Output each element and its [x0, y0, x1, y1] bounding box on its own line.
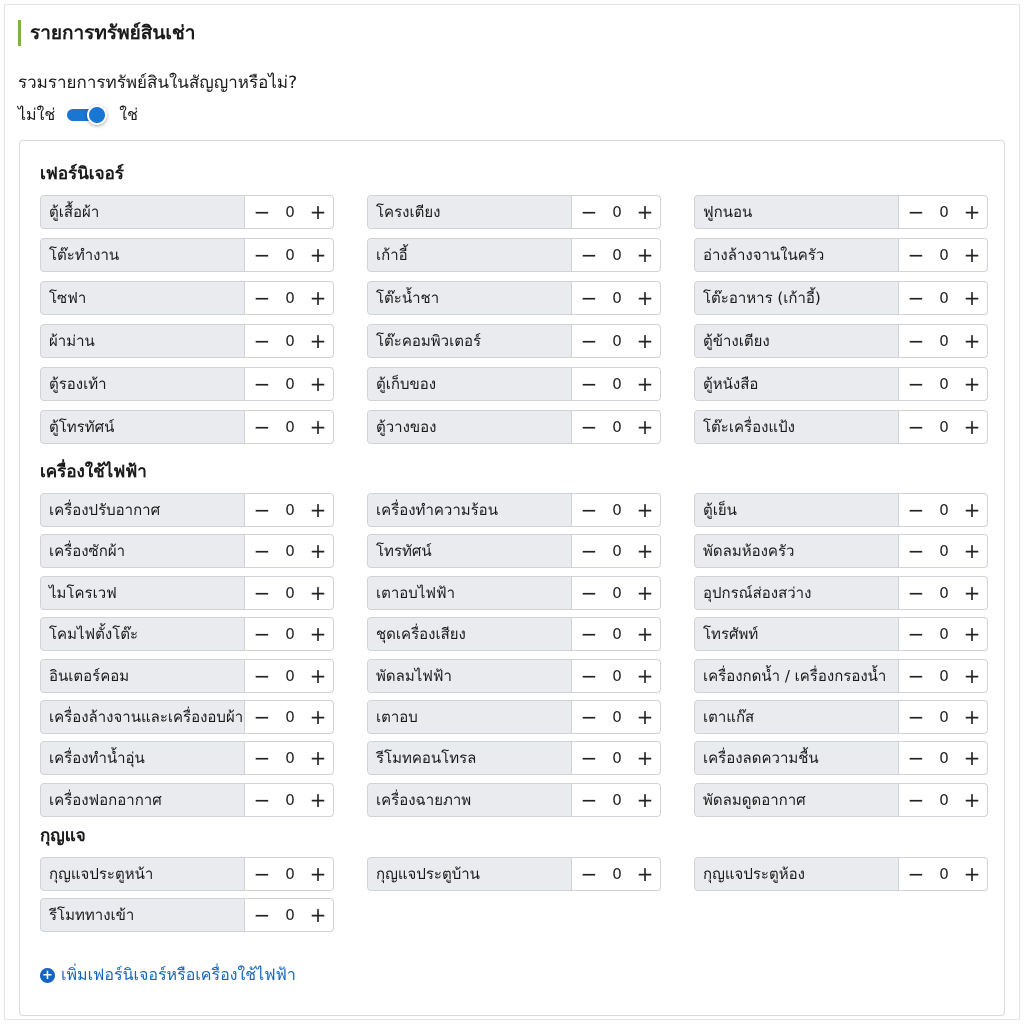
decrement-button[interactable]: − — [253, 329, 271, 353]
asset-item — [40, 659, 334, 693]
decrement-button[interactable]: − — [907, 200, 925, 224]
asset-item — [694, 238, 988, 272]
plus-circle-icon: + — [40, 968, 55, 983]
decrement-button[interactable]: − — [907, 372, 925, 396]
include-assets-toggle-row — [18, 103, 138, 127]
asset-item-label: รีโมททางเข้า — [41, 899, 245, 931]
asset-item — [40, 195, 334, 229]
decrement-button[interactable]: − — [580, 243, 598, 267]
quantity-value[interactable]: 0 — [612, 708, 622, 726]
asset-item — [40, 493, 334, 527]
asset-item-label: เครื่องซักผ้า — [41, 535, 245, 567]
quantity-value[interactable]: 0 — [939, 375, 949, 393]
quantity-value[interactable]: 0 — [939, 667, 949, 685]
asset-item-label: ตู้เย็น — [695, 494, 899, 526]
decrement-button[interactable]: − — [580, 329, 598, 353]
asset-item-label: ตู้เก็บของ — [368, 368, 572, 400]
increment-button[interactable]: + — [309, 329, 327, 353]
quantity-stepper — [899, 535, 987, 567]
quantity-stepper — [245, 784, 333, 816]
quantity-stepper — [572, 535, 660, 567]
increment-button[interactable]: + — [309, 581, 327, 605]
decrement-button[interactable]: − — [907, 539, 925, 563]
increment-button[interactable]: + — [636, 372, 654, 396]
quantity-stepper — [899, 494, 987, 526]
quantity-value[interactable]: 0 — [612, 542, 622, 560]
add-item-label: เพิ่มเฟอร์นิเจอร์หรือเครื่องใช้ไฟฟ้า — [61, 965, 296, 984]
asset-item-label: โต๊ะทำงาน — [41, 239, 245, 271]
asset-item — [367, 576, 661, 610]
asset-item — [367, 783, 661, 817]
increment-button[interactable]: + — [963, 862, 981, 886]
increment-button[interactable]: + — [963, 539, 981, 563]
increment-button[interactable]: + — [636, 200, 654, 224]
quantity-value[interactable]: 0 — [285, 501, 295, 519]
add-item-link[interactable] — [40, 963, 296, 988]
asset-item — [694, 617, 988, 651]
quantity-stepper — [245, 368, 333, 400]
quantity-value[interactable]: 0 — [285, 246, 295, 264]
quantity-stepper — [899, 325, 987, 357]
decrement-button[interactable]: − — [580, 415, 598, 439]
increment-button[interactable]: + — [636, 705, 654, 729]
decrement-button[interactable]: − — [253, 372, 271, 396]
increment-button[interactable]: + — [963, 286, 981, 310]
quantity-value[interactable]: 0 — [612, 625, 622, 643]
quantity-stepper — [245, 325, 333, 357]
page-title: รายการทรัพย์สินเช่า — [18, 20, 195, 46]
asset-item-label: ตู้รองเท้า — [41, 368, 245, 400]
asset-item — [40, 700, 334, 734]
decrement-button[interactable]: − — [253, 498, 271, 522]
asset-item — [40, 281, 334, 315]
asset-item-label: กุญแจประตูหน้า — [41, 858, 245, 890]
asset-item-label: เตาอบ — [368, 701, 572, 733]
quantity-stepper — [572, 411, 660, 443]
increment-button[interactable]: + — [963, 243, 981, 267]
quantity-stepper — [899, 858, 987, 890]
quantity-value[interactable]: 0 — [612, 418, 622, 436]
asset-item — [694, 324, 988, 358]
increment-button[interactable]: + — [309, 788, 327, 812]
asset-item-label: โต๊ะอาหาร (เก้าอี้) — [695, 282, 899, 314]
assets-panel — [19, 140, 1005, 1016]
quantity-value[interactable]: 0 — [612, 289, 622, 307]
quantity-value[interactable]: 0 — [612, 865, 622, 883]
asset-item — [367, 700, 661, 734]
quantity-value[interactable]: 0 — [612, 791, 622, 809]
quantity-value[interactable]: 0 — [285, 906, 295, 924]
quantity-value[interactable]: 0 — [939, 246, 949, 264]
quantity-value[interactable]: 0 — [612, 501, 622, 519]
decrement-button[interactable]: − — [907, 746, 925, 770]
quantity-stepper — [899, 660, 987, 692]
decrement-button[interactable]: − — [907, 862, 925, 886]
decrement-button[interactable]: − — [907, 415, 925, 439]
increment-button[interactable]: + — [309, 498, 327, 522]
asset-item — [40, 534, 334, 568]
asset-item-label: รีโมทคอนโทรล — [368, 742, 572, 774]
section-title-appliances: เครื่องใช้ไฟฟ้า — [40, 462, 147, 482]
asset-item-label: เครื่องฟอกอากาศ — [41, 784, 245, 816]
toggle-knob — [87, 105, 107, 125]
decrement-button[interactable]: − — [580, 581, 598, 605]
decrement-button[interactable]: − — [907, 788, 925, 812]
asset-item-label: พัดลมห้องครัว — [695, 535, 899, 567]
increment-button[interactable]: + — [636, 286, 654, 310]
increment-button[interactable]: + — [309, 415, 327, 439]
asset-item — [367, 367, 661, 401]
asset-item-label: เครื่องล้างจานและเครื่องอบผ้า — [41, 701, 245, 733]
asset-item-label: โทรศัพท์ — [695, 618, 899, 650]
asset-item-label: โซฟา — [41, 282, 245, 314]
quantity-value[interactable]: 0 — [939, 791, 949, 809]
quantity-value[interactable]: 0 — [939, 501, 949, 519]
asset-item-label: พัดลมดูดอากาศ — [695, 784, 899, 816]
asset-item-label: เครื่องปรับอากาศ — [41, 494, 245, 526]
asset-item-label: ตู้หนังสือ — [695, 368, 899, 400]
asset-item-label: กุญแจประตูบ้าน — [368, 858, 572, 890]
quantity-value[interactable]: 0 — [285, 332, 295, 350]
decrement-button[interactable]: − — [253, 286, 271, 310]
quantity-stepper — [572, 368, 660, 400]
increment-button[interactable]: + — [309, 243, 327, 267]
asset-item — [367, 534, 661, 568]
decrement-button[interactable]: − — [907, 622, 925, 646]
asset-item-label: ตู้วางของ — [368, 411, 572, 443]
decrement-button[interactable]: − — [253, 862, 271, 886]
quantity-stepper — [899, 618, 987, 650]
quantity-value[interactable]: 0 — [285, 289, 295, 307]
asset-item-label: ไมโครเวฟ — [41, 577, 245, 609]
increment-button[interactable]: + — [636, 664, 654, 688]
asset-item — [40, 783, 334, 817]
decrement-button[interactable]: − — [580, 862, 598, 886]
increment-button[interactable]: + — [636, 415, 654, 439]
increment-button[interactable]: + — [963, 581, 981, 605]
asset-item — [367, 238, 661, 272]
decrement-button[interactable]: − — [253, 705, 271, 729]
quantity-value[interactable]: 0 — [285, 418, 295, 436]
quantity-stepper — [245, 858, 333, 890]
asset-item-label: โครงเตียง — [368, 196, 572, 228]
asset-item-label: กุญแจประตูห้อง — [695, 858, 899, 890]
asset-item-label: โต๊ะคอมพิวเตอร์ — [368, 325, 572, 357]
asset-item — [367, 617, 661, 651]
asset-item-label: เครื่องฉายภาพ — [368, 784, 572, 816]
increment-button[interactable]: + — [963, 200, 981, 224]
quantity-stepper — [245, 535, 333, 567]
asset-item — [40, 576, 334, 610]
asset-item — [694, 195, 988, 229]
quantity-value[interactable]: 0 — [285, 625, 295, 643]
quantity-stepper — [245, 742, 333, 774]
toggle-on-label: ใช่ — [119, 104, 138, 124]
decrement-button[interactable]: − — [253, 903, 271, 927]
asset-item — [694, 741, 988, 775]
increment-button[interactable]: + — [309, 664, 327, 688]
quantity-stepper — [245, 239, 333, 271]
asset-item-label: เก้าอี้ — [368, 239, 572, 271]
decrement-button[interactable]: − — [580, 539, 598, 563]
asset-item — [367, 659, 661, 693]
asset-item-label: เตาแก๊ส — [695, 701, 899, 733]
asset-item — [40, 857, 334, 891]
asset-item — [367, 493, 661, 527]
quantity-stepper — [572, 239, 660, 271]
decrement-button[interactable]: − — [253, 788, 271, 812]
decrement-button[interactable]: − — [253, 243, 271, 267]
quantity-stepper — [572, 660, 660, 692]
quantity-value[interactable]: 0 — [285, 203, 295, 221]
increment-button[interactable]: + — [963, 788, 981, 812]
asset-item — [40, 238, 334, 272]
decrement-button[interactable]: − — [580, 664, 598, 688]
decrement-button[interactable]: − — [907, 498, 925, 522]
increment-button[interactable]: + — [309, 286, 327, 310]
asset-item — [367, 195, 661, 229]
increment-button[interactable]: + — [309, 539, 327, 563]
decrement-button[interactable]: − — [253, 539, 271, 563]
asset-item-label: อินเตอร์คอม — [41, 660, 245, 692]
asset-item-label: เครื่องทำความร้อน — [368, 494, 572, 526]
asset-item — [40, 410, 334, 444]
decrement-button[interactable]: − — [580, 788, 598, 812]
decrement-button[interactable]: − — [253, 581, 271, 605]
asset-item-label: เครื่องทำน้ำอุ่น — [41, 742, 245, 774]
increment-button[interactable]: + — [963, 372, 981, 396]
decrement-button[interactable]: − — [907, 581, 925, 605]
quantity-stepper — [899, 196, 987, 228]
increment-button[interactable]: + — [309, 705, 327, 729]
increment-button[interactable]: + — [636, 581, 654, 605]
asset-item — [40, 741, 334, 775]
quantity-stepper — [899, 282, 987, 314]
asset-item — [367, 857, 661, 891]
toggle-off-label: ไม่ใช่ — [18, 104, 56, 124]
increment-button[interactable]: + — [963, 664, 981, 688]
quantity-stepper — [572, 742, 660, 774]
quantity-value[interactable]: 0 — [939, 289, 949, 307]
quantity-stepper — [245, 282, 333, 314]
quantity-stepper — [572, 325, 660, 357]
quantity-stepper — [245, 899, 333, 931]
quantity-stepper — [572, 494, 660, 526]
quantity-value[interactable]: 0 — [939, 625, 949, 643]
quantity-stepper — [572, 858, 660, 890]
quantity-stepper — [245, 660, 333, 692]
decrement-button[interactable]: − — [580, 200, 598, 224]
decrement-button[interactable]: − — [580, 372, 598, 396]
asset-item — [694, 281, 988, 315]
quantity-value[interactable]: 0 — [939, 584, 949, 602]
asset-item-label: ผ้าม่าน — [41, 325, 245, 357]
decrement-button[interactable]: − — [253, 415, 271, 439]
asset-item — [694, 659, 988, 693]
quantity-stepper — [572, 784, 660, 816]
quantity-value[interactable]: 0 — [285, 708, 295, 726]
asset-item-label: โทรทัศน์ — [368, 535, 572, 567]
increment-button[interactable]: + — [309, 622, 327, 646]
asset-item-label: เครื่องกดน้ำ / เครื่องกรองน้ำ — [695, 660, 899, 692]
increment-button[interactable]: + — [636, 862, 654, 886]
asset-item-label: โคมไฟตั้งโต๊ะ — [41, 618, 245, 650]
asset-item-label: อุปกรณ์ส่องสว่าง — [695, 577, 899, 609]
asset-item — [694, 367, 988, 401]
decrement-button[interactable]: − — [907, 705, 925, 729]
increment-button[interactable]: + — [636, 622, 654, 646]
quantity-stepper — [245, 411, 333, 443]
increment-button[interactable]: + — [963, 329, 981, 353]
quantity-stepper — [572, 282, 660, 314]
section-title-furniture: เฟอร์นิเจอร์ — [40, 164, 124, 184]
quantity-value[interactable]: 0 — [939, 418, 949, 436]
asset-item — [367, 410, 661, 444]
quantity-value[interactable]: 0 — [939, 865, 949, 883]
asset-item — [694, 576, 988, 610]
decrement-button[interactable]: − — [580, 746, 598, 770]
asset-item — [367, 324, 661, 358]
decrement-button[interactable]: − — [907, 329, 925, 353]
quantity-stepper — [899, 411, 987, 443]
decrement-button[interactable]: − — [253, 664, 271, 688]
decrement-button[interactable]: − — [907, 286, 925, 310]
increment-button[interactable]: + — [963, 415, 981, 439]
quantity-stepper — [899, 368, 987, 400]
increment-button[interactable]: + — [636, 329, 654, 353]
quantity-value[interactable]: 0 — [285, 791, 295, 809]
quantity-value[interactable]: 0 — [612, 667, 622, 685]
quantity-value[interactable]: 0 — [285, 667, 295, 685]
decrement-button[interactable]: − — [580, 286, 598, 310]
quantity-stepper — [245, 196, 333, 228]
increment-button[interactable]: + — [963, 705, 981, 729]
increment-button[interactable]: + — [636, 746, 654, 770]
quantity-value[interactable]: 0 — [285, 542, 295, 560]
quantity-value[interactable]: 0 — [939, 542, 949, 560]
increment-button[interactable]: + — [636, 498, 654, 522]
quantity-stepper — [572, 618, 660, 650]
quantity-stepper — [245, 701, 333, 733]
increment-button[interactable]: + — [309, 746, 327, 770]
quantity-stepper — [572, 196, 660, 228]
asset-item-label: เตาอบไฟฟ้า — [368, 577, 572, 609]
quantity-stepper — [899, 239, 987, 271]
quantity-value[interactable]: 0 — [285, 865, 295, 883]
increment-button[interactable]: + — [309, 903, 327, 927]
quantity-value[interactable]: 0 — [285, 584, 295, 602]
asset-item — [40, 617, 334, 651]
quantity-value[interactable]: 0 — [612, 203, 622, 221]
quantity-stepper — [899, 784, 987, 816]
quantity-value[interactable]: 0 — [285, 375, 295, 393]
section-title-keys: กุญแจ — [40, 826, 86, 846]
decrement-button[interactable]: − — [253, 622, 271, 646]
quantity-stepper — [245, 577, 333, 609]
quantity-value[interactable]: 0 — [939, 708, 949, 726]
asset-item — [694, 700, 988, 734]
quantity-value[interactable]: 0 — [939, 749, 949, 767]
asset-item-label: เครื่องลดความชื้น — [695, 742, 899, 774]
asset-item — [694, 783, 988, 817]
decrement-button[interactable]: − — [907, 243, 925, 267]
increment-button[interactable]: + — [636, 243, 654, 267]
quantity-value[interactable]: 0 — [612, 375, 622, 393]
quantity-stepper — [245, 618, 333, 650]
asset-item-label: ฟูกนอน — [695, 196, 899, 228]
asset-item — [367, 741, 661, 775]
quantity-value[interactable]: 0 — [285, 749, 295, 767]
asset-item-label: โต๊ะเครื่องแป้ง — [695, 411, 899, 443]
decrement-button[interactable]: − — [907, 664, 925, 688]
quantity-stepper — [899, 577, 987, 609]
quantity-value[interactable]: 0 — [939, 332, 949, 350]
quantity-stepper — [899, 742, 987, 774]
asset-item — [694, 493, 988, 527]
quantity-value[interactable]: 0 — [612, 332, 622, 350]
asset-item-label: โต๊ะน้ำชา — [368, 282, 572, 314]
decrement-button[interactable]: − — [580, 705, 598, 729]
asset-item — [40, 898, 334, 932]
quantity-value[interactable]: 0 — [939, 203, 949, 221]
increment-button[interactable]: + — [309, 372, 327, 396]
quantity-stepper — [572, 701, 660, 733]
decrement-button[interactable]: − — [580, 498, 598, 522]
asset-item-label: พัดลมไฟฟ้า — [368, 660, 572, 692]
increment-button[interactable]: + — [963, 746, 981, 770]
asset-item — [694, 857, 988, 891]
asset-item-label: ชุดเครื่องเสียง — [368, 618, 572, 650]
asset-item-label: อ่างล้างจานในครัว — [695, 239, 899, 271]
asset-item — [694, 410, 988, 444]
increment-button[interactable]: + — [309, 200, 327, 224]
asset-item — [694, 534, 988, 568]
increment-button[interactable]: + — [963, 498, 981, 522]
quantity-value[interactable]: 0 — [612, 246, 622, 264]
asset-item — [40, 324, 334, 358]
increment-button[interactable]: + — [636, 788, 654, 812]
decrement-button[interactable]: − — [253, 200, 271, 224]
include-assets-question: รวมรายการทรัพย์สินในสัญญาหรือไม่? — [18, 73, 298, 93]
asset-item-label: ตู้ข้างเตียง — [695, 325, 899, 357]
include-assets-toggle[interactable] — [67, 105, 109, 125]
asset-item — [40, 367, 334, 401]
quantity-value[interactable]: 0 — [612, 584, 622, 602]
increment-button[interactable]: + — [636, 539, 654, 563]
quantity-stepper — [245, 494, 333, 526]
asset-item-label: ตู้เสื้อผ้า — [41, 196, 245, 228]
decrement-button[interactable]: − — [253, 746, 271, 770]
asset-item — [367, 281, 661, 315]
decrement-button[interactable]: − — [580, 622, 598, 646]
increment-button[interactable]: + — [309, 862, 327, 886]
increment-button[interactable]: + — [963, 622, 981, 646]
quantity-value[interactable]: 0 — [612, 749, 622, 767]
quantity-stepper — [899, 701, 987, 733]
quantity-stepper — [572, 577, 660, 609]
asset-item-label: ตู้โทรทัศน์ — [41, 411, 245, 443]
